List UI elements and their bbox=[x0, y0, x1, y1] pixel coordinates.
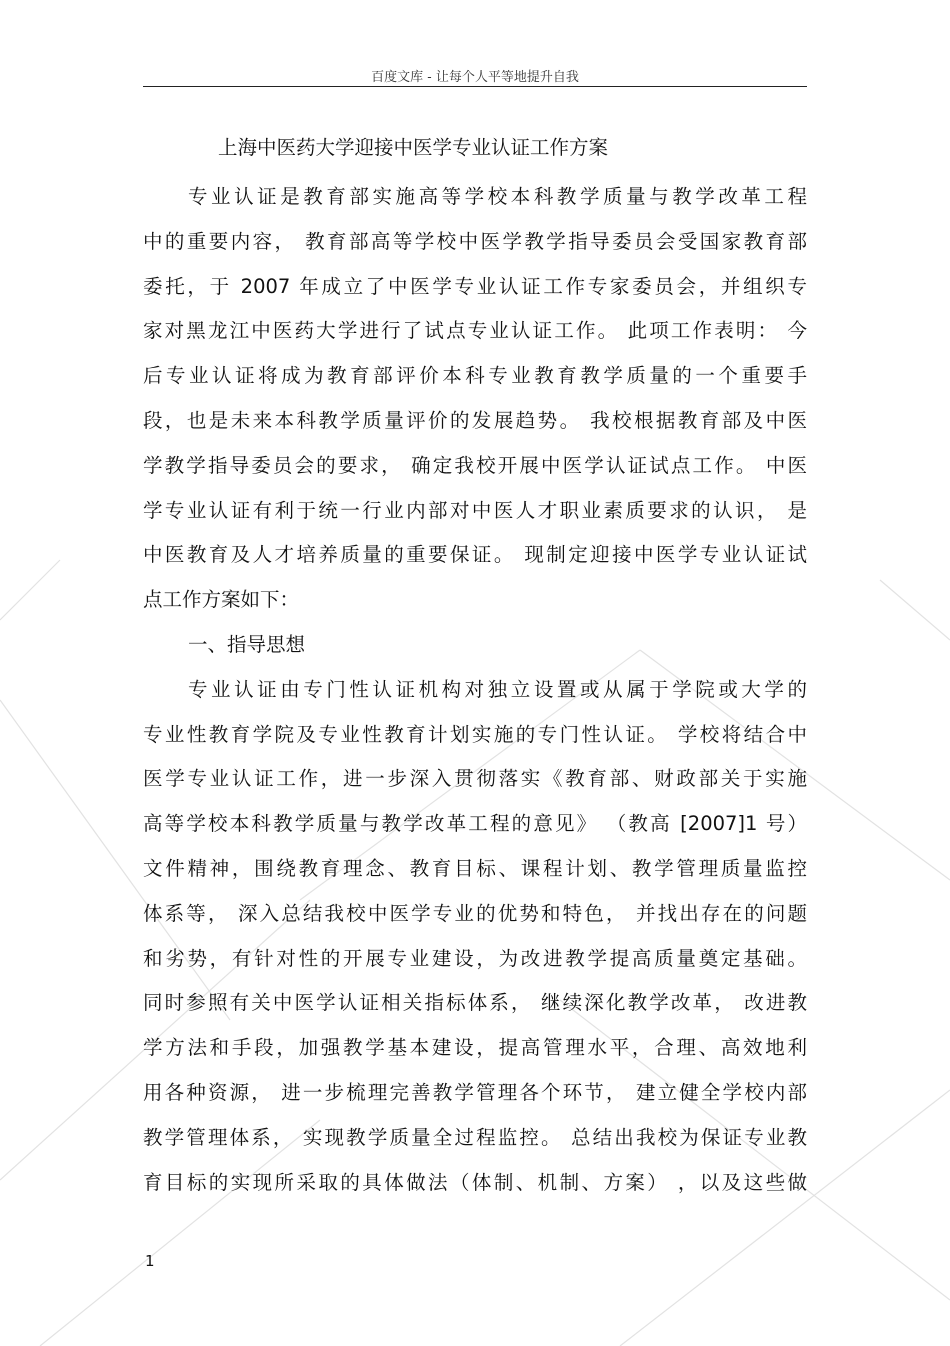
body-line: 学教学指导委员会的要求， 确定我校开展中医学认证试点工作。 中医 bbox=[143, 453, 807, 477]
document-title: 上海中医药大学迎接中医学专业认证工作方案 bbox=[217, 136, 608, 159]
section-heading: 一、指导思想 bbox=[188, 632, 306, 656]
body-line: 中医教育及人才培养质量的重要保证。 现制定迎接中医学专业认证试 bbox=[143, 543, 807, 567]
body-line: 同时参照有关中医学认证相关指标体系， 继续深化教学改革， 改进教 bbox=[143, 991, 807, 1015]
body-line: 中的重要内容， 教育部高等学校中医学教学指导委员会受国家教育部 bbox=[143, 229, 807, 253]
body-line: 高等学校本科教学质量与教学改革工程的意见》 （教高 [2007]1 号） bbox=[143, 812, 807, 836]
body-line: 委托，于 2007 年成立了中医学专业认证工作专家委员会，并组织专 bbox=[143, 274, 807, 298]
header-divider bbox=[143, 86, 807, 87]
body-line: 学专业认证有利于统一行业内部对中医人才职业素质要求的认识， 是 bbox=[143, 498, 807, 522]
body-line: 学方法和手段，加强教学基本建设，提高管理水平，合理、高效地利 bbox=[143, 1036, 807, 1060]
body-line: 用各种资源， 进一步梳理完善教学管理各个环节， 建立健全学校内部 bbox=[143, 1080, 807, 1104]
body-line: 育目标的实现所采取的具体做法（体制、机制、方案） ，以及这些做 bbox=[143, 1170, 807, 1194]
body-line: 段，也是未来本科教学质量评价的发展趋势。 我校根据教育部及中医 bbox=[143, 408, 807, 432]
body-line: 家对黑龙江中医药大学进行了试点专业认证工作。 此项工作表明： 今 bbox=[143, 319, 807, 343]
body-line: 点工作方案如下： bbox=[143, 588, 300, 612]
document-body bbox=[143, 175, 807, 1205]
body-line: 专业认证由专门性认证机构对独立设置或从属于学院或大学的 bbox=[188, 677, 807, 701]
page-number: 1 bbox=[145, 1252, 155, 1270]
page-header-text: 百度文库 - 让每个人平等地提升自我 bbox=[371, 70, 579, 85]
body-line: 教学管理体系， 实现教学质量全过程监控。 总结出我校为保证专业教 bbox=[143, 1125, 807, 1149]
body-line: 专业性教育学院及专业性教育计划实施的专门性认证。 学校将结合中 bbox=[143, 722, 807, 746]
body-line: 医学专业认证工作，进一步深入贯彻落实《教育部、财政部关于实施 bbox=[143, 767, 807, 791]
body-line: 文件精神，围绕教育理念、教育目标、课程计划、教学管理质量监控 bbox=[143, 856, 807, 880]
body-line: 后专业认证将成为教育部评价本科专业教育教学质量的一个重要手 bbox=[143, 364, 807, 388]
body-line: 专业认证是教育部实施高等学校本科教学质量与教学改革工程 bbox=[188, 185, 807, 208]
body-line: 和劣势，有针对性的开展专业建设，为改进教学提高质量奠定基础。 bbox=[143, 946, 807, 970]
body-line: 体系等， 深入总结我校中医学专业的优势和特色， 并找出存在的问题 bbox=[143, 901, 807, 925]
